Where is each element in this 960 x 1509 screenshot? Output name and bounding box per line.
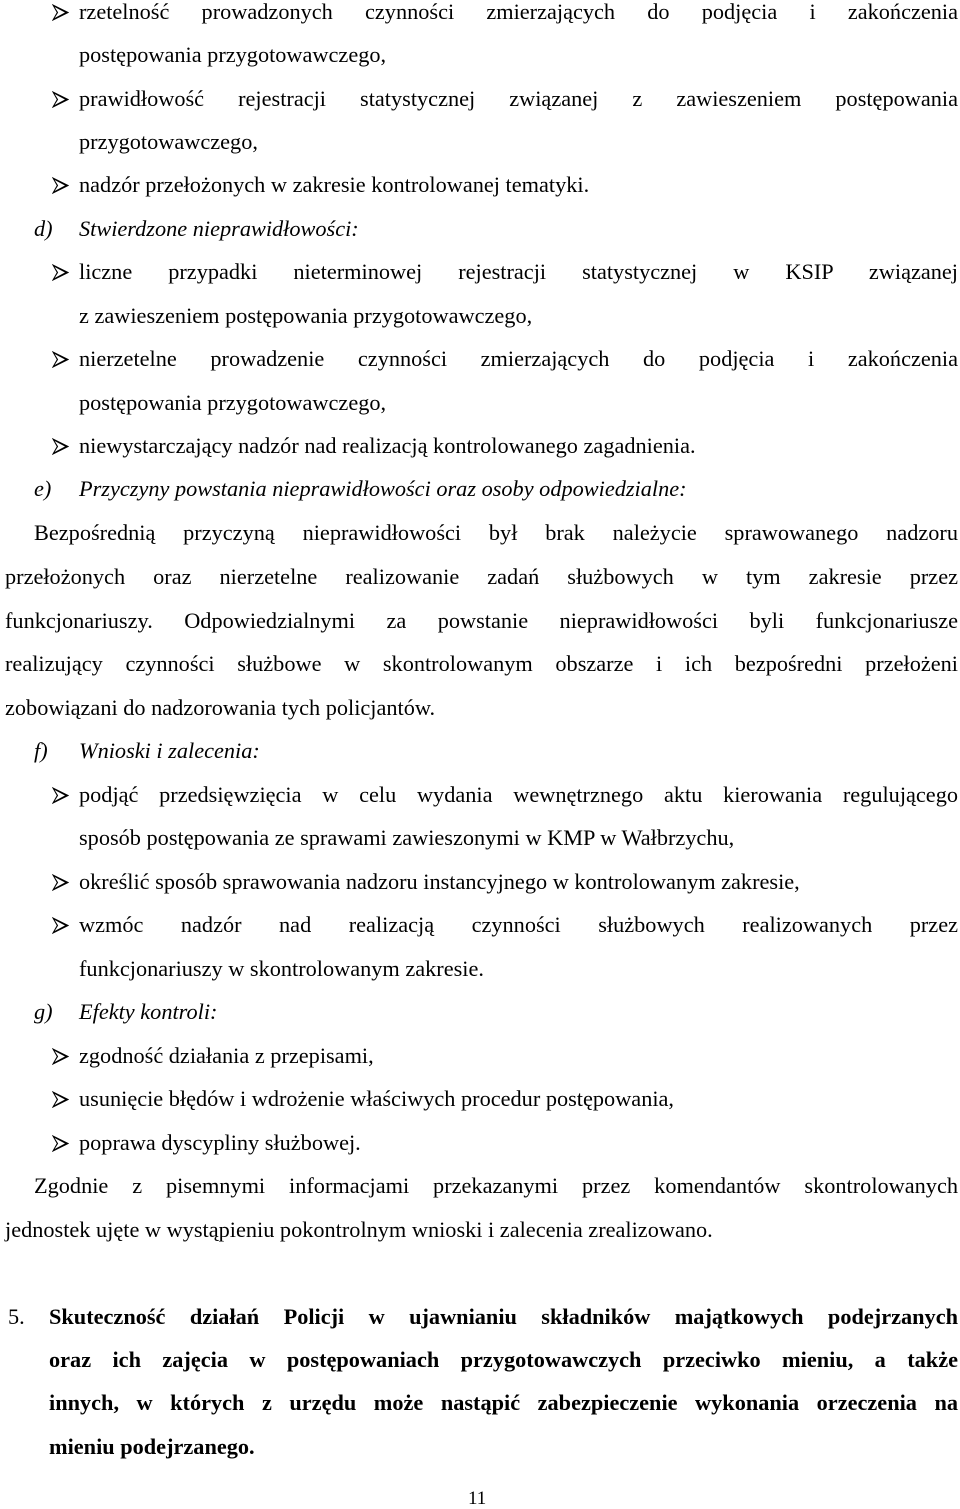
arrow-bullet-icon	[52, 264, 69, 281]
arrow-bullet-icon	[52, 917, 69, 934]
page-number: 11	[468, 1488, 487, 1509]
section-letter: d)	[34, 216, 53, 241]
list-item-continuation: sposób postępowania ze sprawami zawieszonymi w KMP w Wałbrzychu,	[79, 825, 735, 850]
section-heading: Stwierdzone nieprawidłowości:	[79, 216, 359, 241]
section-title-line: mieniu podejrzanego.	[49, 1434, 255, 1459]
section-title-line: innych, w których z urzędu może nastąpić zabezpieczenie wykonania orzeczenia na	[49, 1390, 958, 1415]
paragraph-line: realizujący czynności służbowe w skontrolowanym obszarze i ich bezpośredni przełożeni	[5, 651, 958, 676]
list-item-text: niewystarczający nadzór nad realizacją kontrolowanego zagadnienia.	[79, 433, 696, 458]
list-item-text: prawidłowość rejestracji statystycznej związanej z zawieszeniem postępowania	[79, 86, 958, 111]
section-title-line: Skuteczność działań Policji w ujawnianiu składników majątkowych podejrzanych	[49, 1304, 958, 1329]
section-title-line: oraz ich zajęcia w postępowaniach przygotowawczych przeciwko mieniu, a także	[49, 1347, 958, 1372]
paragraph-line: Zgodnie z pisemnymi informacjami przekazanymi przez komendantów skontrolowanych	[34, 1173, 958, 1198]
list-item-text: zgodność działania z przepisami,	[79, 1043, 374, 1068]
paragraph-line: jednostek ujęte w wystąpieniu pokontrolnym wnioski i zalecenia zrealizowano.	[5, 1217, 713, 1242]
list-item-continuation: postępowania przygotowawczego,	[79, 390, 387, 415]
list-item-text: usunięcie błędów i wdrożenie właściwych procedur postępowania,	[79, 1086, 675, 1111]
arrow-bullet-icon	[52, 177, 69, 194]
section-letter: e)	[34, 476, 52, 501]
list-item-continuation: postępowania przygotowawczego,	[79, 42, 387, 67]
list-item-text: nadzór przełożonych w zakresie kontrolowanej tematyki.	[79, 172, 590, 197]
list-item-text: liczne przypadki nieterminowej rejestracji statystycznej w KSIP związanej	[79, 259, 958, 284]
list-item-text: określić sposób sprawowania nadzoru instancyjnego w kontrolowanym zakresie,	[79, 869, 800, 894]
section-heading: Efekty kontroli:	[79, 999, 218, 1024]
paragraph-line: Bezpośrednią przyczyną nieprawidłowości był brak należycie sprawowanego nadzoru	[34, 520, 958, 545]
list-item-text: poprawa dyscypliny służbowej.	[79, 1130, 361, 1155]
section-heading: Wnioski i zalecenia:	[79, 738, 260, 763]
arrow-bullet-icon	[52, 787, 69, 804]
section-letter: g)	[34, 999, 53, 1024]
list-item-text: podjąć przedsięwzięcia w celu wydania wewnętrznego aktu kierowania regulującego	[79, 782, 958, 807]
list-item-continuation: przygotowawczego,	[79, 129, 258, 154]
list-item-continuation: funkcjonariuszy w skontrolowanym zakresie.	[79, 956, 484, 981]
section-heading: Przyczyny powstania nieprawidłowości oraz osoby odpowiedzialne:	[79, 476, 687, 501]
arrow-bullet-icon	[52, 4, 69, 21]
paragraph-line: funkcjonariuszy. Odpowiedzialnymi za powstanie nieprawidłowości byli funkcjonariusze	[5, 608, 958, 633]
section-number: 5.	[8, 1304, 25, 1329]
arrow-bullet-icon	[52, 1048, 69, 1065]
paragraph-line: zobowiązani do nadzorowania tych policjantów.	[5, 695, 436, 720]
arrow-bullet-icon	[52, 874, 69, 891]
list-item-continuation: z zawieszeniem postępowania przygotowawczego,	[79, 303, 533, 328]
list-item-text: nierzetelne prowadzenie czynności zmierzających do podjęcia i zakończenia	[79, 346, 958, 371]
section-letter: f)	[34, 738, 48, 763]
arrow-bullet-icon	[52, 91, 69, 108]
list-item-text: wzmóc nadzór nad realizacją czynności służbowych realizowanych przez	[79, 912, 958, 937]
arrow-bullet-icon	[52, 1135, 69, 1152]
arrow-bullet-icon	[52, 351, 69, 368]
list-item-text: rzetelność prowadzonych czynności zmierzających do podjęcia i zakończenia	[79, 0, 958, 24]
arrow-bullet-icon	[52, 438, 69, 455]
paragraph-line: przełożonych oraz nierzetelne realizowanie zadań służbowych w tym zakresie przez	[5, 564, 958, 589]
arrow-bullet-icon	[52, 1091, 69, 1108]
